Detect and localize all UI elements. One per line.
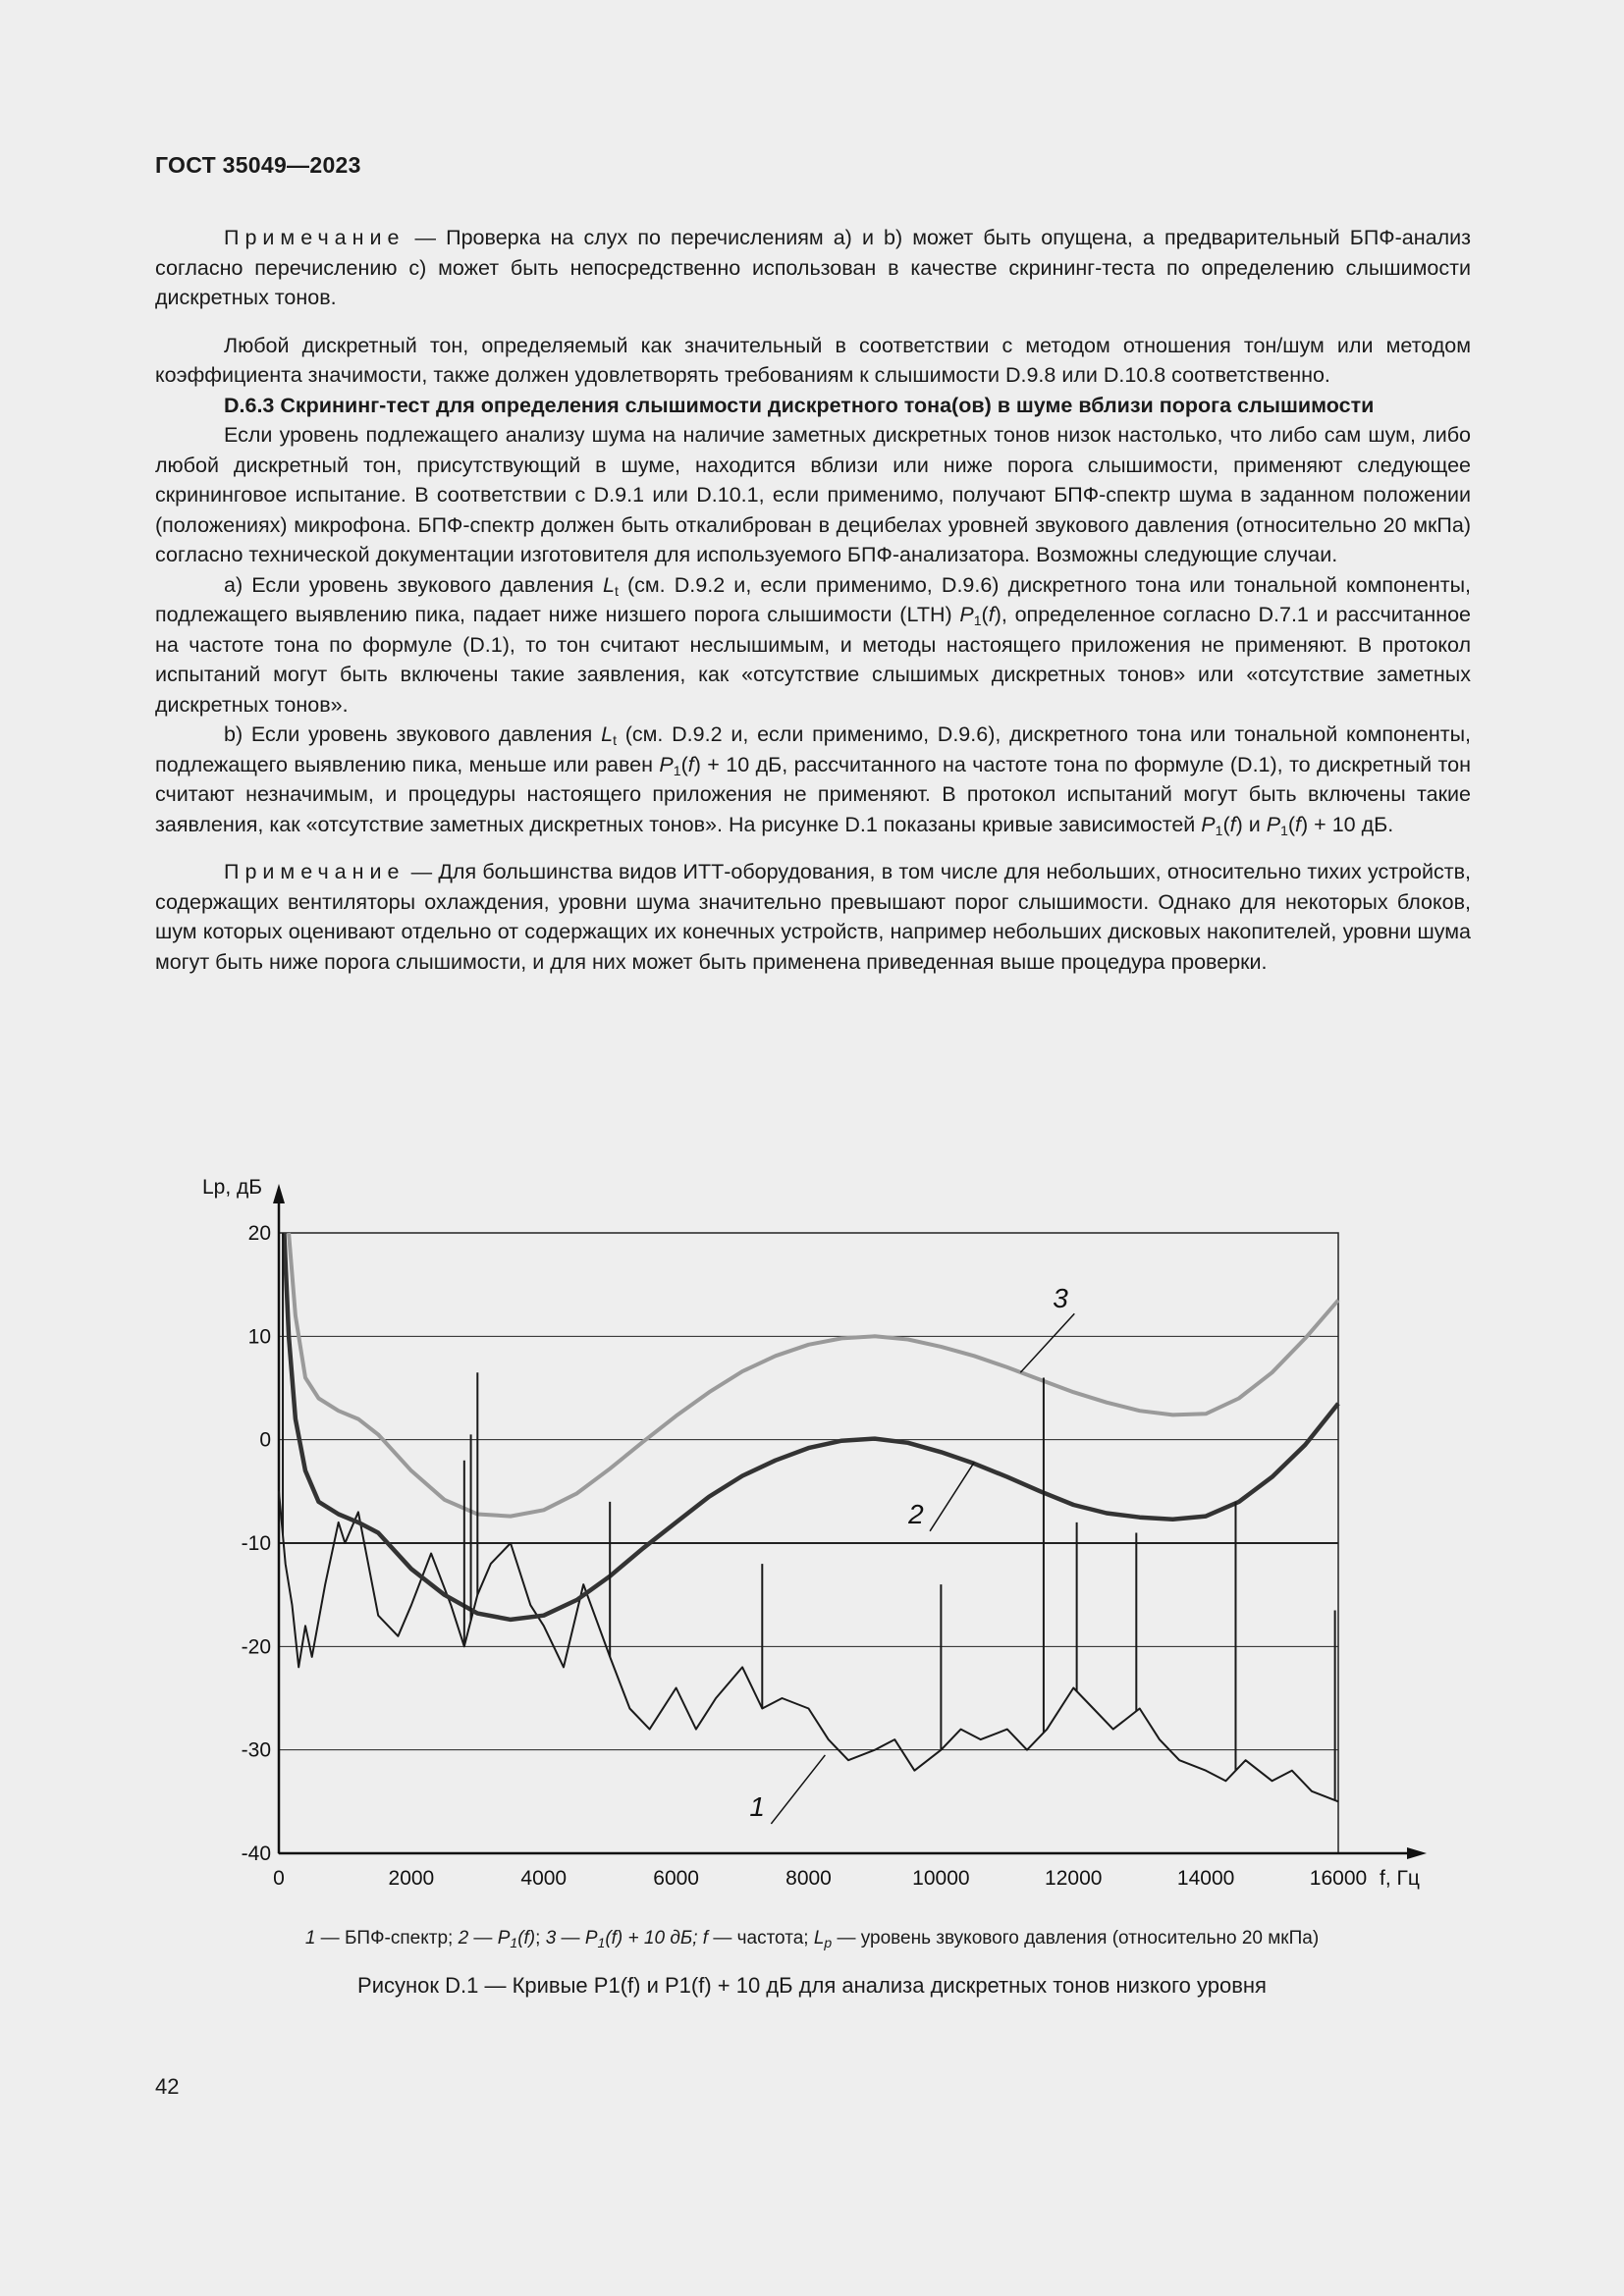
y-tick-label: -40: [241, 1842, 271, 1865]
subscript-1: 1: [1280, 822, 1288, 838]
document-code: ГОСТ 35049—2023: [155, 152, 361, 178]
case-a: а) Если уровень звукового давления $L_t$ (см. D.9.2 и, если применимо, D.9.6) дискретного тона или тональной компоненты, подлежащего выявлению пика, падает ниже низшего порога слышимости (LTH) $P_1(f)$, определенное согласно D.7.1 и рассчитанное на частоте тона по формуле (D.1), то тон считают неслышимым, и методы настоящего приложения не применяют. В протокол испытаний могут быть включены такие заявления, как «отсутствие слышимых дискретных тонов» или «отсутствие заметных дискретных тонов».: [155, 572, 1472, 717]
callout-label-2: 2: [908, 1498, 924, 1529]
x-tick-label: 12000: [1045, 1867, 1103, 1890]
symbol-f: f: [988, 603, 995, 626]
series-3-line: [289, 1233, 1338, 1517]
symbol-p: P: [1201, 812, 1216, 836]
legend-desc-1: — БПФ-спектр;: [315, 1928, 459, 1949]
y-tick-label: -20: [241, 1635, 271, 1659]
symbol-f: f: [687, 752, 694, 776]
series-2-line: [284, 1233, 1338, 1620]
symbol-p: P: [1266, 812, 1281, 836]
legend-lp-desc: — уровень звукового давления (относительно 20 мкПа): [832, 1928, 1320, 1949]
x-axis-arrow: [1407, 1847, 1427, 1859]
legend-key-1: 1: [304, 1928, 316, 1949]
legend-f-desc: — частота;: [708, 1928, 814, 1949]
case-b-text-3: + 10 дБ, рассчитанного на частоте тона по формуле (D.1), то дискретный тон считают незначимым, и процедуры настоящего приложения не применяют. В протокол испытаний могут быть включены такие заявления, как «отсутствие заметных дискретных тонов». На рисунке D.1 показаны кривые зависимостей: [155, 752, 1471, 836]
subscript-1: 1: [673, 762, 681, 778]
x-tick-label: 16000: [1309, 1867, 1368, 1890]
x-tick-label: 10000: [912, 1867, 970, 1890]
paragraph-any-tone: Любой дискретный тон, определяемый как значительный в соответствии с методом отношения тон/шум или методом коэффициента значимости, также должен удовлетворять требованиям к слышимости D.9.8 или D.10.8 соответственно.: [155, 333, 1471, 387]
note-label: Примечание: [224, 226, 406, 249]
y-tick-label: 10: [247, 1325, 271, 1349]
y-tick-label: -10: [241, 1532, 271, 1555]
callout-label-3: 3: [1053, 1283, 1068, 1314]
legend-p1-subscript: 1: [597, 1935, 606, 1950]
symbol-l: L: [602, 572, 615, 597]
subscript-t: t: [613, 732, 617, 748]
paragraph-if-level: Если уровень подлежащего анализу шума на наличие заметных дискретных тонов низок настолько, что либо сам шум, либо любой дискретный тон, присутствующий в шуме, находится вблизи или ниже порога слышимости, применяют следующее скрининговое испытание. В соответствии с D.9.1 или D.10.1, если применимо, получают БПФ-спектр шума в заданном положении (положениях) микрофона. БПФ-спектр должен быть откалиброван в децибелах уровней звукового давления (относительно 20 мкПа) согласно технической документации изготовителя для используемого БПФ-анализатора. Возможны следующие случаи.: [155, 423, 1471, 566]
legend-key-2: 2: [458, 1928, 469, 1949]
x-tick-label: 6000: [653, 1867, 699, 1890]
legend-key-3: 3: [545, 1928, 557, 1949]
figure-chart: [0, 1158, 1624, 1924]
symbol-l: L: [601, 722, 614, 746]
section-heading: D.6.3 Скрининг-тест для определения слышимости дискретного тона(ов) в шуме вблизи порога слышимости: [224, 393, 1375, 417]
legend-dash-3: —: [556, 1928, 585, 1949]
legend-p1-subscript: 1: [510, 1935, 518, 1950]
legend-p1-arg: (f): [517, 1928, 536, 1949]
legend-p1-plus: (f) + 10 дБ;: [605, 1928, 703, 1949]
case-b-text-4: и: [1242, 812, 1267, 836]
case-b: b) Если уровень звукового давления $L_t$ (см. D.9.2 и, если применимо, D.9.6), дискретного тона или тональной компоненты, подлежащего выявлению пика, меньше или равен $P_1(f) + 10$ дБ, рассчитанного на частоте тона по формуле (D.1), то дискретный тон считают незначимым, и процедуры настоящего приложения не применяют. В протокол испытаний могут быть включены такие заявления, как «отсутствие заметных дискретных тонов». На рисунке D.1 показаны кривые зависимостей $P_1(f)$ и $P_1(f) + 10$ дБ.: [155, 722, 1471, 838]
x-tick-label: 8000: [785, 1867, 832, 1890]
case-a-text-2: (см. D.9.2 и, если применимо, D.9.6) дискретного тона или тональной компоненты, подлежащего выявлению пика, падает ниже низшего порога слышимости (LTH): [155, 572, 1472, 626]
symbol-f: f: [1229, 812, 1236, 836]
note-text: — Проверка на слух по перечислениям а) и b) может быть опущена, а предварительный БПФ-анализ согласно перечислению с) может быть непосредственно использован в качестве скрининг-теста по определению слышимости дискретных тонов.: [155, 226, 1471, 309]
y-axis-arrow: [273, 1184, 285, 1203]
subscript-1: 1: [973, 613, 982, 628]
case-a-text-1: а) Если уровень звукового давления: [224, 572, 603, 597]
x-tick-label: 0: [273, 1867, 285, 1890]
y-tick-label: -30: [241, 1738, 271, 1762]
legend-f-symbol: f: [702, 1928, 709, 1949]
legend-p1-symbol: P: [584, 1928, 598, 1949]
subscript-t: t: [614, 582, 619, 599]
symbol-p: P: [959, 603, 974, 626]
figure-caption: Рисунок D.1 — Кривые P1(f) и P1(f) + 10 дБ для анализа дискретных тонов низкого уровня: [357, 1973, 1267, 1998]
legend-l-symbol: L: [813, 1928, 825, 1949]
case-b-text-1: b) Если уровень звукового давления: [224, 722, 602, 746]
legend-dash-2: —: [468, 1928, 498, 1949]
y-tick-label: 0: [259, 1428, 271, 1452]
symbol-f: f: [1295, 812, 1302, 836]
note-1: [155, 223, 1471, 977]
x-axis-label: f, Гц: [1380, 1867, 1420, 1890]
x-tick-label: 4000: [520, 1867, 568, 1890]
x-tick-label: 14000: [1176, 1867, 1235, 1890]
y-tick-label: 20: [247, 1222, 271, 1245]
note-label: Примечание: [224, 860, 406, 883]
page-number: 42: [155, 2074, 180, 2099]
y-axis-label: Lp, дБ: [202, 1176, 263, 1199]
callout-leader-1: [771, 1755, 825, 1824]
case-b-text-5: + 10 дБ.: [1308, 812, 1394, 836]
symbol-p: P: [659, 752, 674, 776]
note-2: [155, 857, 1471, 977]
x-tick-label: 2000: [388, 1867, 435, 1890]
callout-label-1: 1: [749, 1790, 765, 1822]
subscript-1: 1: [1215, 822, 1223, 838]
case-b-text-2: (см. D.9.2 и, если применимо, D.9.6), дискретного тона или тональной компоненты, подлежащего выявлению пика, меньше или равен: [155, 722, 1471, 776]
callout-leader-2: [930, 1463, 974, 1531]
legend-p1-symbol: P: [497, 1928, 511, 1949]
callout-leader-3: [1020, 1313, 1074, 1372]
case-a-text-3: , определенное согласно D.7.1 и рассчитанное на частоте тона по формуле (D.1), то тон считают неслышимым, и методы настоящего приложения не применяют. В протокол испытаний могут быть включены такие заявления, как «отсутствие слышимых дискретных тонов» или «отсутствие заметных дискретных тонов».: [155, 603, 1472, 717]
note-text: — Для большинства видов ИТТ-оборудования, в том числе для небольших, относительно тихих устройств, содержащих вентиляторы охлаждения, уровни шума значительно превышают порог слышимости. Однако для некоторых блоков, шум которых оценивают отдельно от содержащих их конечных устройств, например небольших дисковых накопителей, уровни шума могут быть ниже порога слышимости, и для них может быть применена приведенная выше процедура проверки.: [155, 860, 1471, 974]
figure-legend: 1 — БПФ-спектр; 2 — $P_1(f)$; 3 — $P_1(f) + 10$ дБ; f — частота; $L_p$ — уровень звукового давления (относительно 20 мкПа): [304, 1928, 1320, 1950]
